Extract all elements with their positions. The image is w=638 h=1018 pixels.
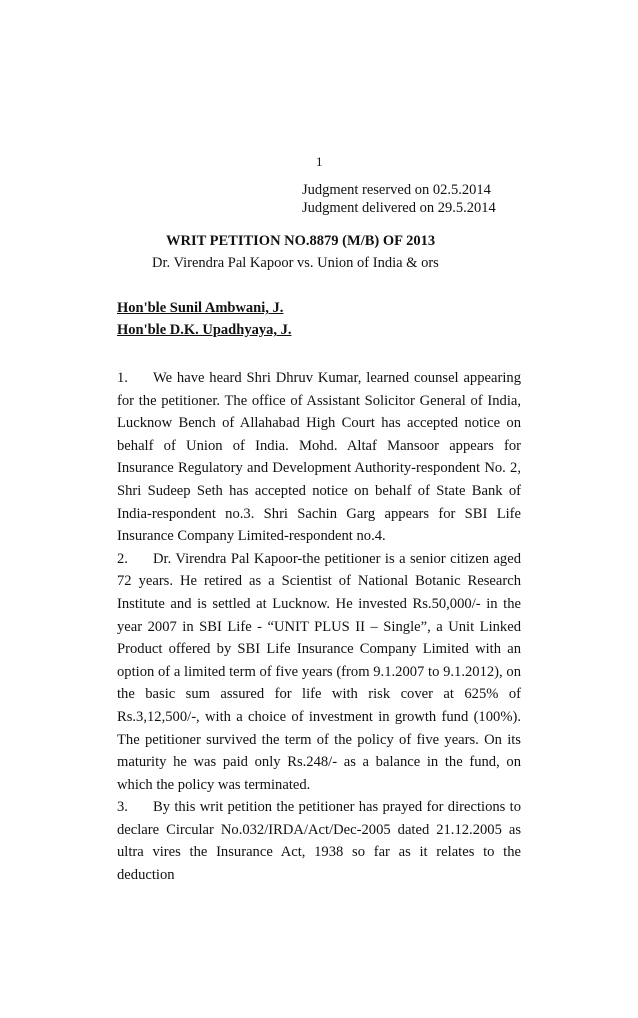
judgment-reserved-date: Judgment reserved on 02.5.2014 [302, 182, 491, 198]
paragraph-text: By this writ petition the petitioner has prayed for directions to declare Circular No.032/IRDA/Act/Dec-2005 dated 21.12.2005 as ultra vires the Insurance Act, 1938 so far as it relates to the deduction [117, 799, 521, 884]
judgment-dates [302, 181, 496, 217]
page-number: 1 [316, 154, 323, 169]
paragraph [117, 796, 521, 886]
paragraph-text: Dr. Virendra Pal Kapoor-the petitioner is a senior citizen aged 72 years. He retired as a Scientist of National Botanic Research Institute and is settled at Lucknow. He invested Rs.50,000/- in the year 2007 in SBI Life - “UNIT PLUS II – Single”, a Unit Linked Product offered by SBI Life Insurance Company Limited with an option of a limited term of five years (from 9.1.2007 to 9.1.2012), on the basic sum assured for life with risk cover at 625% of Rs.3,12,500/-, with a choice of investment in growth fund (100%). The petitioner survived the term of the policy of five years. On its maturity he was paid only Rs.248/- as a balance in the fund, on which the policy was terminated. [117, 550, 521, 793]
paragraph-text: We have heard Shri Dhruv Kumar, learned counsel appearing for the petitioner. The office of Assistant Solicitor General of India, Lucknow Bench of Allahabad High Court has accepted notice on behalf of Union of India. Mohd. Altaf Mansoor appears for Insurance Regulatory and Development Authority-respondent No. 2, Shri Sudeep Seth has accepted notice on behalf of State Bank of India-respondent no.3. Shri Sachin Garg appears for SBI Life Insurance Company Limited-respondent no.4. [117, 370, 521, 545]
bench-judges [117, 297, 291, 341]
judgment-body [117, 367, 521, 887]
case-title: WRIT PETITION NO.8879 (M/B) OF 2013 [166, 233, 436, 249]
paragraph [117, 548, 521, 797]
judgment-delivered-date: Judgment delivered on 29.5.2014 [302, 200, 496, 216]
paragraph-number: 2. [117, 550, 128, 567]
judge-name: Hon'ble D.K. Upadhyaya, J. [117, 322, 292, 338]
paragraph [117, 367, 521, 548]
judge-name: Hon'ble Sunil Ambwani, J. [117, 300, 284, 316]
paragraph-number: 3. [117, 799, 128, 816]
paragraph-number: 1. [117, 370, 128, 386]
case-parties: Dr. Virendra Pal Kapoor vs. Union of India & ors [152, 255, 439, 271]
